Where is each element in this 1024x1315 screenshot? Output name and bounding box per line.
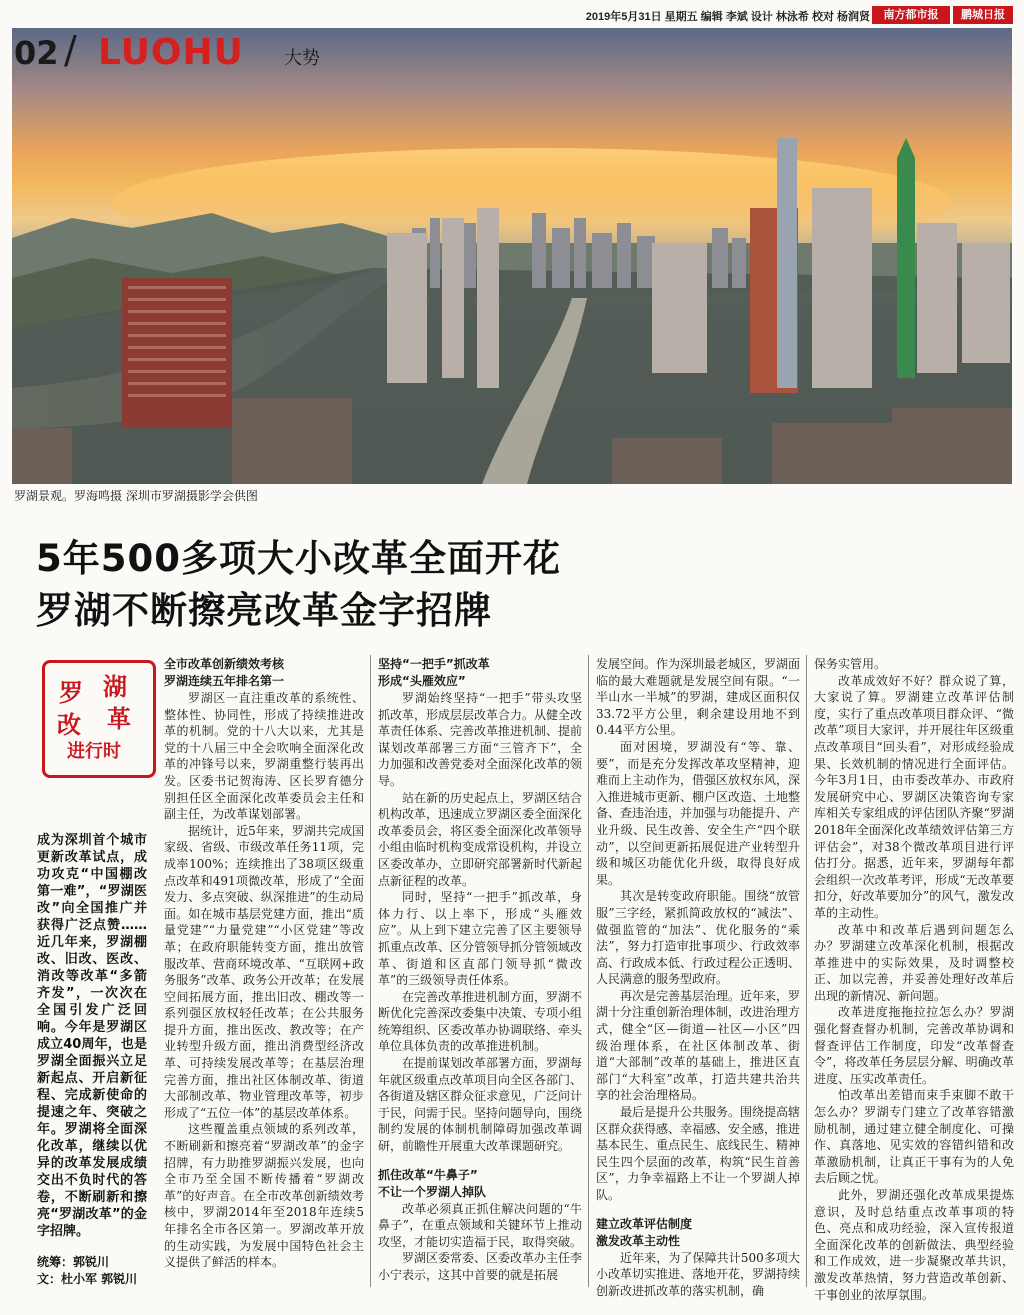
subheading: 激发改革主动性 [596,1233,681,1248]
article-column-4 [814,656,1014,1303]
paragraph: 其次是转变政府职能。围绕“放管服”三字经，紧抓简政放权的“减法”、做强监管的“加法”、优化服务的“乘法”，努力打造审批事项少、行政效率高、行政成本低、行政过程公正透明、人民满意的服务型政府。 [596,889,801,987]
article-column-1 [164,656,364,1271]
seal-char: 改 [57,710,81,739]
paragraph: 近年来，为了保障共计500多项大小改革切实推进、落地开花，罗湖持续创新改进抓改革的落实机制，确 [596,1250,801,1298]
article-column-2 [378,656,582,1284]
subheading: 不让一个罗湖人掉队 [378,1184,487,1199]
column-divider [588,655,589,1287]
seal-char: 湖 [103,672,127,701]
paragraph: 在完善改革推进机制方面，罗湖不断优化完善深改委集中决策、专项小组统筹组织、区委改革办协调联络、牵头单位具体负责的改革推进机制。 [378,989,583,1054]
section-subtitle: 大势 [284,48,320,69]
paragraph: 罗湖区一直注重改革的系统性、整体性、协同性，形成了持续推进改革的机制。党的十八大以来，尤其是党的十八届三中全会吹响全面深化改革的冲锋号以来，罗湖重整行装再出发。区委书记贺海涛、区长罗育德分别担任区全面深化改革委员会主任和副主任，为改革谋划部署。 [164,691,364,822]
paragraph: 改革中和改革后遇到问题怎么办？罗湖建立改革深化机制，根据改革推进中的实际效果，及时调整校正、加以完善，并妥善处理好改革后出现的新情况、新问题。 [814,922,1014,1003]
cityscape-illustration [12,28,1012,484]
column-divider [806,655,807,1287]
subheading: 建立改革评估制度 [596,1216,693,1231]
headline-line-1: 5年500多项大小改革全面开花 [36,537,561,580]
paragraph: 再次是完善基层治理。近年来，罗湖十分注重创新治理体制，改进治理方式，健全“区—街道—社区—小区”四级治理体系，在社区体制改革、街道“大部制”改革的基础上，推进区直部门“大科室”改革，打造共建共治共享的社会治理格局。 [596,988,801,1103]
subheading: 坚持“一把手”抓改革 [378,657,490,671]
paragraph: 最后是提升公共服务。围绕提高辖区群众获得感、幸福感、安全感，推进基本民生、重点民生、底线民生、精神民生四个层面的改革，构筑“民生首善区”，力争幸福路上不让一个罗湖人掉队。 [596,1105,801,1202]
headline-line-2: 罗湖不断擦亮改革金字招牌 [36,589,492,632]
paragraph: 怕改革出差错而束手束脚不敢干怎么办？罗湖专门建立了改革容错激励机制，通过建立健全制度化、可操作、真落地、见实效的容错纠错和改革激励机制，让真正干事有为的人免去后顾之忧。 [814,1088,1014,1186]
paragraph: 改革进度拖拖拉拉怎么办？罗湖强化督查督办机制，完善改革协调和督查评估工作制度，印发“改革督查令”，将改革任务层层分解、明确改革进度、压实改革责任。 [814,1005,1014,1086]
paragraph: 改革成效好不好？群众说了算，大家说了算。罗湖建立改革评估制度，实行了重点改革项目群众评、“微改革”项目大家评，并开展往年区级重点改革项目“回头看”，对形成经验成果、长效机制的情况进行全面评估。今年3月1日，由市委改革办、市政府发展研究中心、罗湖区决策咨询专家库相关专家组成的评估团队齐聚“罗湖2018年全面深化改革绩效评估第三方评估会”，对38个微改革项目进行评估打分。据悉，近年来，罗湖每年都会组织一次改革考评，形成“无改革要扣分，好改革要加分”的风气，激发改革的主动性。 [814,673,1014,920]
seal-char: 革 [107,704,131,733]
paragraph: 站在新的历史起点上，罗湖区结合机构改革，迅速成立罗湖区委全面深化改革委员会，将区委全面深化改革领导小组由临时机构变成常设机构，并设立区委改革办，立即研究部署新时代新起点新征程的改革。 [378,790,583,888]
cityscape-photo [12,28,1012,484]
paragraph: 这些覆盖重点领域的系列改革，不断刷新和擦亮着“罗湖改革”的金字招牌，有力助推罗湖振兴发展，也向全市乃至全国不断传播着“罗湖改革”的好声音。在全市改革创新绩效考核中，罗湖2014年至2018年连续5年排名全市各区第一。罗湖改革开放的生动实践，为发展中国特色社会主义提供了鲜活的样本。 [164,1122,364,1270]
lead-paragraph: 成为深圳首个城市更新改革试点，成功攻克“中国棚改第一难”，“罗湖医改”向全国推广并获得广泛点赞……近几年来，罗湖棚改、旧改、医改、消改等改革“多箭齐发”，一次次在全国引发广泛回响。今年是罗湖区成立40周年，也是罗湖全面振兴立足新起点、开启新征程、完成新使命的提速之年、突破之年。罗湖将全面深化改革，继续以优异的改革发展成绩交出不负时代的答卷，不断刷新和擦亮“罗湖改革”的金字招牌。 [37,833,147,1239]
subheading: 抓住改革“牛鼻子” [378,1167,478,1182]
paragraph: 在提前谋划改革部署方面，罗湖每年就区级重点改革项目向全区各部门、各街道及辖区群众征求意见，广泛问计于民，问需于民。坚持问题导向，围绕制约发展的体制机制障碍加强改革调研，前瞻性开展重大改革课题研究。 [378,1056,583,1154]
seal-char: 进行时 [67,741,121,762]
paragraph: 保务实管用。 [814,657,887,671]
paragraph: 面对困境，罗湖没有“等、靠、要”，而是充分发挥改革攻坚精神，迎难而上主动作为，借强区放权东风，深入推进城市更新、棚户区改造、土地整备、查违治违，并加强与功能提升、产业升级、民生改善、安全生产“四个联动”，以空间更新拓展促进产业转型升级和城区功能优化升级，取得良好成果。 [596,739,801,887]
paragraph: 改革必须真正抓住解决问题的“牛鼻子”，在重点领域和关键环节上推动攻坚，才能切实造福于民，取得突破。 [378,1201,583,1249]
column-divider [370,655,371,1287]
paragraph: 罗湖始终坚持“一把手”带头攻坚抓改革，形成层层改革合力。从健全改革责任体系、完善改革推进机制、提前谋划改革部署三方面“三管齐下”，全力加强和改善党委对全面深化改革的领导。 [378,691,583,788]
paragraph: 发展空间。作为深圳最老城区，罗湖面临的最大难题就是发展空间有限。“一半山水一半城”的罗湖，建成区面积仅33.72平方公里，剩余建设用地不到0.44平方公里。 [596,657,801,738]
section-divider: / [64,28,77,72]
paragraph: 据统计，近5年来，罗湖共完成国家级、省级、市级改革任务11项，完成率100%；连续推出了38项区级重点改革和491项微改革，形成了“全面发力、多点突破、纵深推进”的生动局面。如在城市基层党建方面，推出“质量党建”“力量党建”“小区党建”等改革；在政府职能转变方面，推出放管服改革、营商环境改革、“互联网+政务服务”改革、政务公开改革；在发展空间拓展方面，推出旧改、棚改等一系列强区放权轻任改革；在公共服务提升方面，推出医改、教改等；在产业转型升级方面，推出消费型经济改革、可持续发展改革等；在基层治理完善方面，推出社区体制改革、街道大部制改革、物业管理改革等，初步形成了“五位一体”的基层改革体系。 [164,823,364,1120]
photo-caption: 罗湖景观。罗海鸣摄 深圳市罗湖摄影学会供图 [14,489,258,503]
subheading: 罗湖连续五年排名第一 [164,674,285,688]
paragraph: 此外，罗湖还强化改革成果提炼意识，及时总结重点改革事项的特色、亮点和成功经验，深入宣传报道全面深化改革的创新做法、典型经验和工作成效，进一步凝聚改革共识，激发改革热情，努力营造改革创新、干事创业的浓厚氛围。 [814,1188,1014,1302]
subheading: 全市改革创新绩效考核 [164,657,285,671]
column-seal [42,660,156,778]
credits [37,1254,159,1288]
page-meta: 2019年5月31日 星期五 编辑 李斌 设计 林泳希 校对 杨润贤 [585,11,870,23]
paragraph: 罗湖区委常委、区委改革办主任李小宁表示，这其中首要的就是拓展 [378,1251,583,1282]
section-number: 02 [14,34,59,72]
article-column-3 [596,656,800,1299]
credit-writers: 文：杜小军 郭锐川 [37,1272,138,1286]
paragraph: 同时，坚持“一把手”抓改革，身体力行、以上率下，形成“头雁效应”。从上到下建立完善了区主要领导抓重点改革、区分管领导抓分管领域改革、街道和区直部门领导抓“微改革”的三级领导责任体系。 [378,890,583,988]
credit-coordinator: 统筹：郭锐川 [37,1255,110,1269]
section-name: LUOHU [98,32,244,73]
newspaper-logo: 南方都市报 [872,6,950,24]
subheading: 形成“头雁效应” [378,674,466,688]
partner-logo: 鹏城日报 [953,6,1013,24]
seal-char: 罗 [59,678,83,707]
